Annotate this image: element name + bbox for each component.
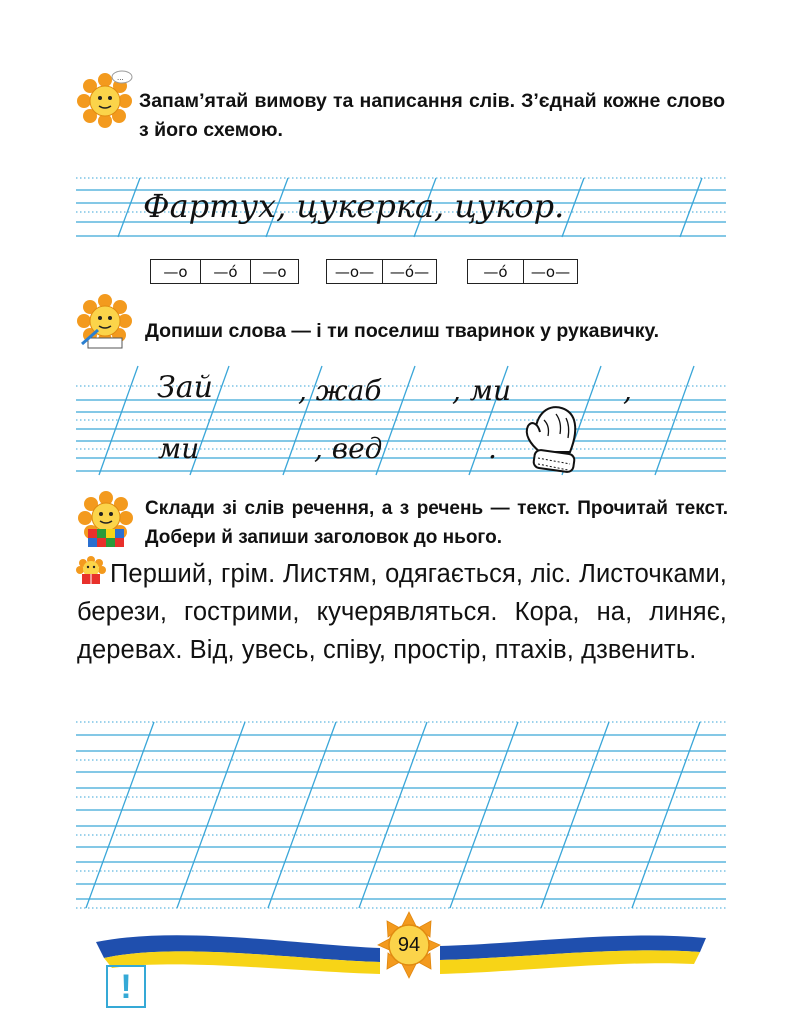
task2-instruction: Допиши слова — і ти поселиш тваринок у рукавичку. (145, 320, 660, 342)
handwriting-word: , ми (452, 374, 512, 407)
handwriting-word: , (623, 374, 632, 407)
page-number: 94 (397, 934, 421, 956)
scheme-cell: —о (163, 262, 188, 281)
handwriting-word: Зай (157, 370, 213, 405)
svg-text:...: ... (117, 73, 124, 82)
scheme-cell: —о́ (483, 262, 508, 281)
scheme-cell: —о (250, 260, 298, 283)
scheme-cell: —о— (334, 262, 375, 281)
reading-text: Перший, грім. Листям, одягається, ліс. Листочками, берези, гострими, кучерявляться. Кора, на, линяє, деревах. Від, увесь, співу, простір, птахів, дзвенить. (77, 560, 727, 664)
task3-instruction: Склади зі слів речення, а з речень — текст. Прочитай текст. Добери й запиши заголовок до нього. (145, 498, 728, 548)
handwriting-word: . (488, 432, 497, 465)
handwriting-word: ми (158, 432, 200, 465)
scheme-cell: —о́ (200, 260, 250, 283)
scheme-cell: —о— (523, 260, 577, 283)
handwriting-words-1: Фартух, цукерка, цукор. (143, 187, 565, 225)
task1-instruction: Запам’ятай вимову та написання слів. З’єднай кожне слово з його схемою. (139, 90, 725, 141)
scheme-cell: —о́— (382, 260, 436, 283)
handwriting-word: , вед (314, 432, 383, 465)
handwriting-word: , жаб (298, 374, 382, 407)
notice-mark: ! (106, 965, 146, 1008)
